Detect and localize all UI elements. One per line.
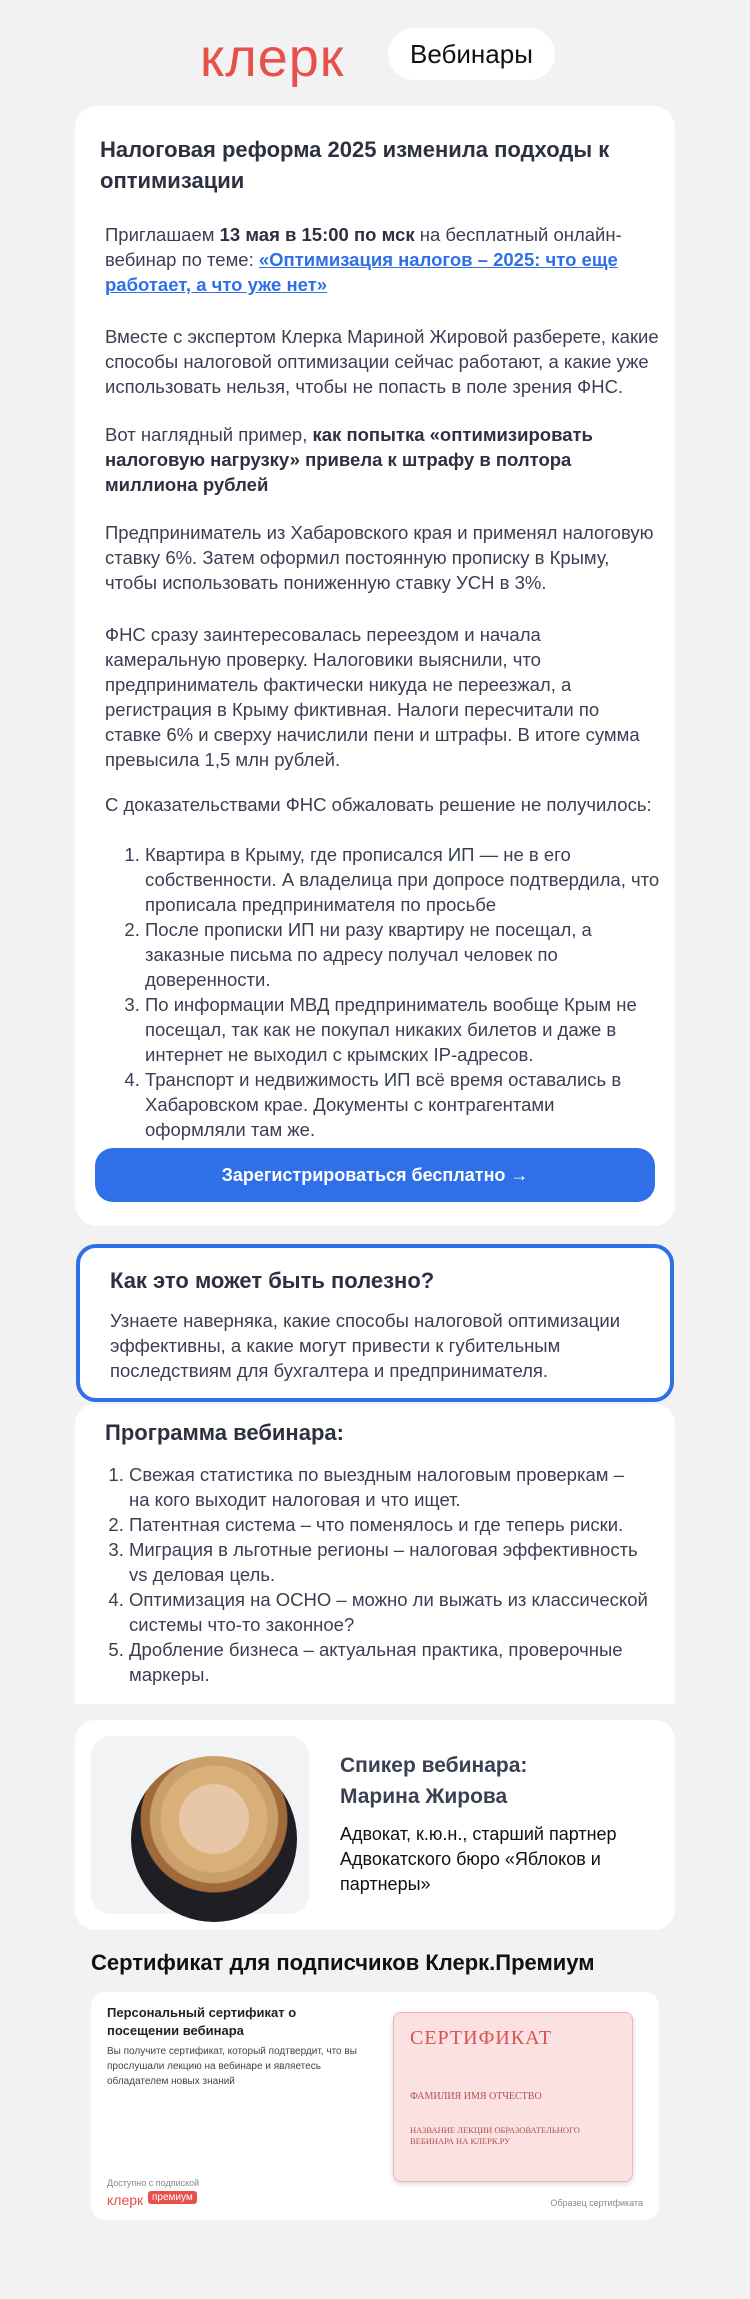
certificate-doc-title: СЕРТИФИКАТ [410,2027,553,2049]
example-bold: как попытка «оптимизировать налоговую нагрузку» привела к штрафу в полтора миллиона рублей [105,424,593,495]
certificate-heading: Сертификат для подписчиков Клерк.Премиум [91,1950,595,1975]
appeal-paragraph: С доказательствами ФНС обжаловать решение не получилось: [105,794,652,815]
invite-prefix: Приглашаем [105,224,220,245]
certificate-card-title: Персональный сертификат о посещении вебинара [107,2005,297,2038]
klerk-logo[interactable]: клерк [200,28,345,88]
usefulness-title: Как это может быть полезно? [110,1268,435,1293]
example-prefix: Вот наглядный пример, [105,424,313,445]
list-item: 3. Миграция в льготные регионы – налоговая эффективность vs деловая цель. [129,1537,649,1587]
list-item: 1. Свежая статистика по выездным налоговым проверкам – на кого выходит налоговая и что ищет. [129,1462,649,1512]
page-title: Налоговая реформа 2025 изменила подходы к оптимизации [100,137,610,193]
invite-mid: на бесплатный онлайн-вебинар по теме: [105,224,622,270]
certificate-sample-caption: Образец сертификата [550,2198,643,2208]
usefulness-text: Узнаете наверняка, какие способы налоговой оптимизации эффективны, а какие могут привести к губительным последствиям для бухгалтера и предпринимателя. [110,1310,621,1381]
speaker-card [75,1720,675,1930]
speaker-photo-frame [91,1736,309,1914]
speaker-photo [131,1756,297,1922]
webinars-badge[interactable]: Вебинары [388,28,555,80]
intro-paragraph: Вместе с экспертом Клерка Мариной Жировой разберете, какие способы налоговой оптимизации сейчас работают, а какие уже использовать нельзя, чтобы не попасть в поле зрения ФНС. [105,326,659,397]
speaker-description: Адвокат, к.ю.н., старший партнер Адвокатского бюро «Яблоков и партнеры» [340,1824,617,1894]
program-card [75,1404,675,1704]
list-item: 1. Квартира в Крыму, где прописался ИП — не в его собственности. А владелица при допросе подтвердила, что прописала предпринимателя по просьбе [145,842,660,917]
speaker-label: Спикер вебинара: [340,1754,528,1777]
list-item: 4. Оптимизация на ОСНО – можно ли выжать из классической системы что-то законное? [129,1587,649,1637]
list-item: 2. Патентная система – что поменялось и где теперь риски. [129,1512,649,1537]
list-item: 4. Транспорт и недвижимость ИП всё время оставались в Хабаровском крае. Документы с контрагентами оформляли там же. [145,1067,660,1142]
certificate-card[interactable] [91,1992,659,2220]
webinar-topic-link[interactable]: «Оптимизация налогов – 2025: что еще работает, а что уже нет» [105,249,618,295]
klerk-logo-small: клерк [107,2192,144,2208]
list-item: 5. Дробление бизнеса – актуальная практика, проверочные маркеры. [129,1637,649,1687]
usefulness-card [76,1244,674,1402]
program-title: Программа вебинара: [105,1420,344,1445]
audit-paragraph: ФНС сразу заинтересовалась переездом и начала камеральную проверку. Налоговики выяснили, что предприниматель фактически никуда не переезжал, а регистрация в Крыму фиктивная. Налоги пересчитали по ставке 6% и сверху начислили пени и штрафы. В итоге сумма превысила 1,5 млн рублей. [105,624,640,770]
certificate-card-desc: Вы получите сертификат, который подтвердит, что вы прослушали лекцию на вебинаре и являетесь обладателем новых знаний [107,2046,357,2087]
header [0,24,750,88]
certificate-doc-lecture: НАЗВАНИЕ ЛЕКЦИИ ОБРАЗОВАТЕЛЬНОГО ВЕБИНАРА НА КЛЕРК.РУ [410,2125,580,2146]
example-paragraph [105,422,660,497]
list-item: 3. По информации МВД предприниматель вообще Крым не посещал, так как не покупал никаких билетов и даже в интернет не выходил с крымских IP-адресов. [145,992,660,1067]
certificate-doc-name: ФАМИЛИЯ ИМЯ ОТЧЕСТВО [410,2091,542,2102]
premium-badge: премиум [148,2191,197,2204]
invite-paragraph [105,222,660,297]
availability-note: Доступно с подпиской [107,2178,200,2188]
speaker-heading [340,1750,527,1812]
main-card [75,106,675,1226]
evidence-list [145,842,660,1142]
invite-date: 13 мая в 15:00 по мск [219,224,415,245]
register-button[interactable]: Зарегистрироваться бесплатно → [95,1148,655,1202]
speaker-name: Марина Жирова [340,1785,508,1808]
program-list [129,1462,649,1687]
case-paragraph: Предприниматель из Хабаровского края и применял налоговую ставку 6%. Затем оформил постоянную прописку в Крыму, чтобы использовать пониженную ставку УСН в 3%. [105,522,654,593]
list-item: 2. После прописки ИП ни разу квартиру не посещал, а заказные письма по адресу получал человек по доверенности. [145,917,660,992]
certificate-sample-image [393,2012,633,2182]
